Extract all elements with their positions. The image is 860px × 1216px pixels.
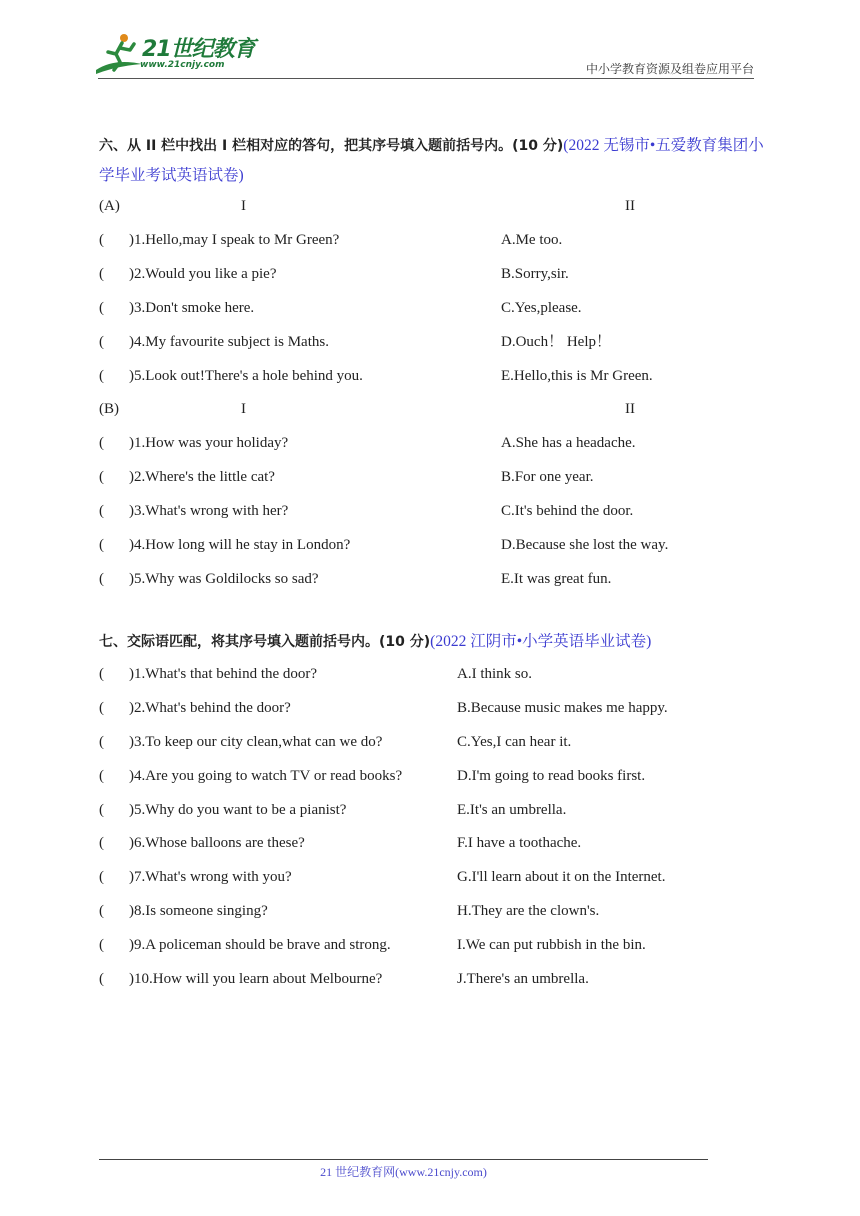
question: )6.Whose balloons are these? xyxy=(129,835,305,851)
answer-option: E.Hello,this is Mr Green. xyxy=(501,368,653,384)
column-label-ii: II xyxy=(625,198,635,214)
question: )8.Is someone singing? xyxy=(129,903,268,919)
answer-bracket: ( xyxy=(99,835,104,851)
question: )4.My favourite subject is Maths. xyxy=(129,334,329,350)
answer-option: H.They are the clown's. xyxy=(457,903,600,919)
answer-option: B.Sorry,sir. xyxy=(501,266,569,282)
answer-bracket: ( xyxy=(99,666,104,682)
answer-bracket: ( xyxy=(99,700,104,716)
answer-bracket: ( xyxy=(99,469,104,485)
answer-bracket: ( xyxy=(99,937,104,953)
question: )1.Hello,may I speak to Mr Green? xyxy=(129,232,340,248)
answer-bracket: ( xyxy=(99,435,104,451)
question: )3.To keep our city clean,what can we do? xyxy=(129,734,383,750)
question: )4.How long will he stay in London? xyxy=(129,537,351,553)
answer-bracket: ( xyxy=(99,768,104,784)
question: )7.What's wrong with you? xyxy=(129,869,292,885)
answer-option: G.I'll learn about it on the Internet. xyxy=(457,869,666,885)
answer-option: C.Yes,please. xyxy=(501,300,582,316)
answer-bracket: ( xyxy=(99,368,104,384)
section-heading: 六、从 II 栏中找出 I 栏相对应的答句，把其序号填入题前括号内。(10 分) xyxy=(99,138,564,154)
part-label: (B) xyxy=(99,401,119,417)
question: )5.Look out!There's a hole behind you. xyxy=(129,368,363,384)
logo-text: 21世纪教育 xyxy=(142,37,255,62)
answer-option: D.Because she lost the way. xyxy=(501,537,669,553)
column-label-i: I xyxy=(241,401,246,417)
section-heading: 七、交际语匹配，将其序号填入题前括号内。(10 分) xyxy=(99,634,431,650)
column-label-ii: II xyxy=(625,401,635,417)
answer-option: D.I'm going to read books first. xyxy=(457,768,646,784)
section-title-6 xyxy=(99,131,764,191)
runner-logo-icon xyxy=(94,30,144,76)
section-source: (2022 无锡市•五爱教育集团小学毕业考试英语试卷) xyxy=(99,137,764,184)
section-title-7 xyxy=(99,627,764,657)
question: )3.What's wrong with her? xyxy=(129,503,289,519)
question: )5.Why do you want to be a pianist? xyxy=(129,802,347,818)
answer-bracket: ( xyxy=(99,537,104,553)
question: )10.How will you learn about Melbourne? xyxy=(129,971,383,987)
answer-option: I.We can put rubbish in the bin. xyxy=(457,937,646,953)
question: )5.Why was Goldilocks so sad? xyxy=(129,571,319,587)
answer-bracket: ( xyxy=(99,971,104,987)
question: )2.Would you like a pie? xyxy=(129,266,277,282)
answer-option: B.For one year. xyxy=(501,469,594,485)
question: )1.What's that behind the door? xyxy=(129,666,318,682)
answer-bracket: ( xyxy=(99,300,104,316)
answer-option: A.She has a headache. xyxy=(501,435,636,451)
header-divider xyxy=(98,78,754,79)
part-label: (A) xyxy=(99,198,120,214)
answer-option: B.Because music makes me happy. xyxy=(457,700,668,716)
question: )3.Don't smoke here. xyxy=(129,300,255,316)
page-header xyxy=(0,0,860,80)
answer-bracket: ( xyxy=(99,503,104,519)
answer-bracket: ( xyxy=(99,571,104,587)
answer-option: E.It was great fun. xyxy=(501,571,612,587)
column-label-i: I xyxy=(241,198,246,214)
site-logo xyxy=(94,30,264,78)
logo-url: www.21cnjy.com xyxy=(140,60,225,70)
answer-option: C.Yes,I can hear it. xyxy=(457,734,572,750)
footer-divider xyxy=(99,1159,708,1160)
platform-title: 中小学教育资源及组卷应用平台 xyxy=(585,62,754,76)
answer-bracket: ( xyxy=(99,266,104,282)
answer-option: E.It's an umbrella. xyxy=(457,802,567,818)
question: )2.Where's the little cat? xyxy=(129,469,275,485)
question: )9.A policeman should be brave and strong. xyxy=(129,937,391,953)
answer-bracket: ( xyxy=(99,734,104,750)
answer-bracket: ( xyxy=(99,802,104,818)
answer-option: D.Ouch！ Help！ xyxy=(501,334,611,350)
question: )1.How was your holiday? xyxy=(129,435,289,451)
section-source: (2022 江阴市•小学英语毕业试卷) xyxy=(430,633,652,650)
answer-bracket: ( xyxy=(99,869,104,885)
answer-option: F.I have a toothache. xyxy=(457,835,582,851)
answer-bracket: ( xyxy=(99,232,104,248)
answer-option: C.It's behind the door. xyxy=(501,503,634,519)
page-footer: 21 世纪教育网(www.21cnjy.com) xyxy=(320,1165,487,1179)
question: )4.Are you going to watch TV or read books? xyxy=(129,768,403,784)
answer-option: A.Me too. xyxy=(501,232,563,248)
answer-option: A.I think so. xyxy=(457,666,532,682)
answer-bracket: ( xyxy=(99,334,104,350)
answer-option: J.There's an umbrella. xyxy=(457,971,589,987)
answer-bracket: ( xyxy=(99,903,104,919)
question: )2.What's behind the door? xyxy=(129,700,291,716)
